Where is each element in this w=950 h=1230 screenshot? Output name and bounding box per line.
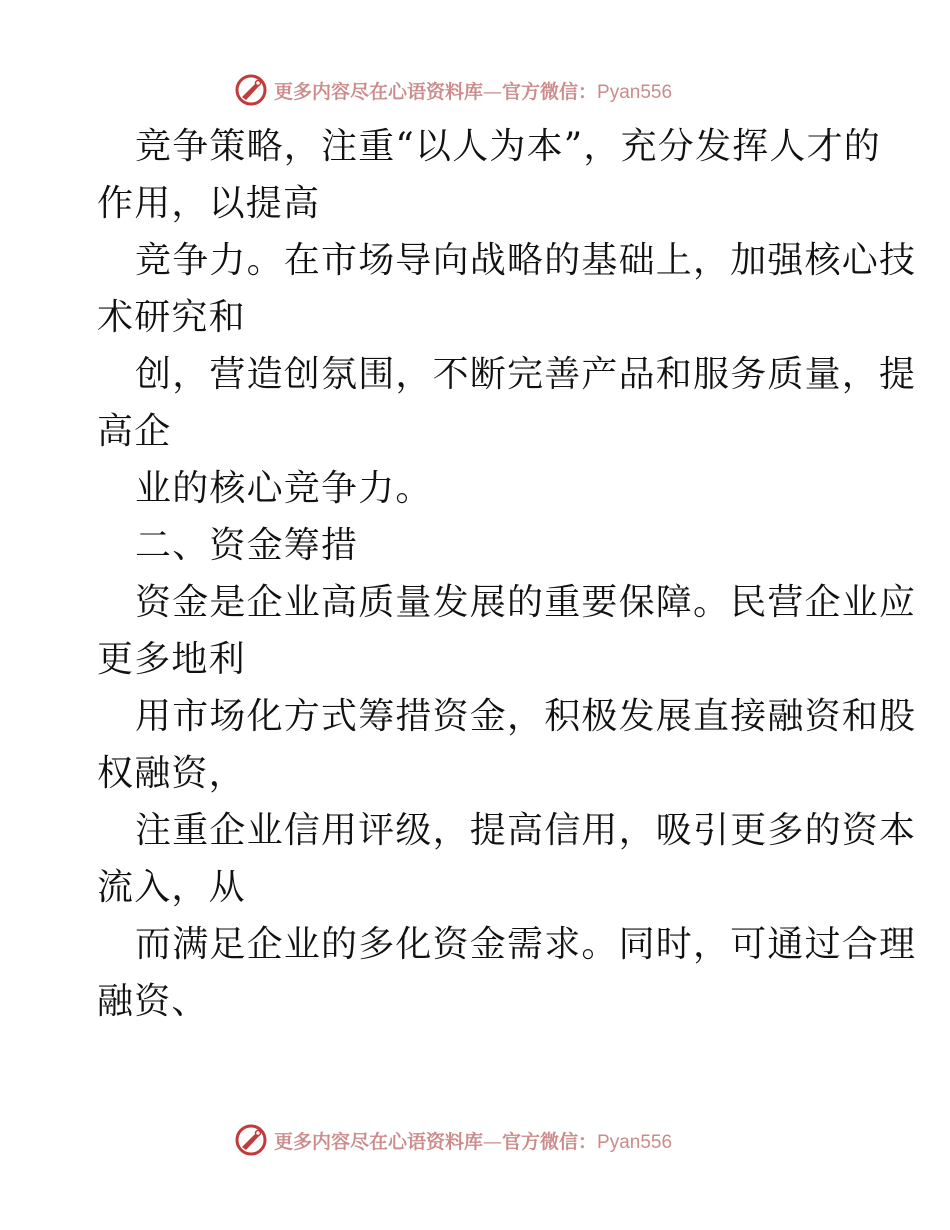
text-line: 流入，从 <box>97 867 246 908</box>
header-watermark-text: 更多内容尽在心语资料库—官方微信：Pyan556 <box>274 80 673 103</box>
text-line: 资金是企业高质量发展的重要保障。民营企业应 <box>135 582 917 623</box>
pen-circle-logo-icon <box>234 73 268 107</box>
text-line: 竞争策略，注重“以人为本”，充分发挥人才的 <box>135 126 882 167</box>
text-line: 创，营造创氛围，不断完善产品和服务质量，提 <box>135 354 917 395</box>
text-line: 权融资， <box>97 753 246 794</box>
text-line: 融资、 <box>97 981 209 1022</box>
text-line: 竞争力。在市场导向战略的基础上，加强核心技 <box>135 240 917 281</box>
text-line: 更多地利 <box>97 639 246 680</box>
text-line: 高企 <box>97 411 172 452</box>
section-heading: 二、资金筹措 <box>135 525 359 566</box>
text-line: 作用，以提高 <box>97 183 321 224</box>
text-line: 业的核心竞争力。 <box>135 468 433 509</box>
text-line: 注重企业信用评级，提高信用，吸引更多的资本 <box>135 810 917 851</box>
text-line: 而满足企业的多化资金需求。同时，可通过合理 <box>135 924 917 965</box>
document-body <box>97 118 917 1030</box>
footer-watermark-text: 更多内容尽在心语资料库—官方微信：Pyan556 <box>274 1130 673 1153</box>
header-watermark-banner <box>234 72 672 108</box>
text-line: 用市场化方式筹措资金，积极发展直接融资和股 <box>135 696 917 737</box>
pen-circle-logo-icon <box>234 1123 268 1157</box>
footer-watermark-banner <box>234 1122 672 1158</box>
text-line: 术研究和 <box>97 297 246 338</box>
